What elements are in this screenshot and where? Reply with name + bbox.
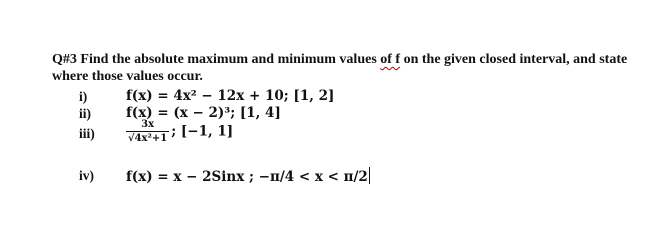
function-expression xyxy=(126,88,334,104)
item-number: i) xyxy=(79,89,88,104)
interval: ; −π/4 < x < π/2 xyxy=(244,169,368,185)
question-text-a: Find the absolute maximum and minimum values xyxy=(80,52,381,67)
interval: ; [1, 4] xyxy=(230,105,281,121)
interval: ; [1, 2] xyxy=(283,88,335,104)
interval: ; [−1, 1] xyxy=(171,123,234,140)
fraction-numerator: 3x xyxy=(141,119,155,130)
question-line-1 xyxy=(52,52,627,68)
function-formula: f(x) = (x − 2)³ xyxy=(126,105,231,121)
item-number: iv) xyxy=(79,168,94,183)
item-number: iii) xyxy=(79,126,95,141)
function-expression xyxy=(126,167,370,185)
question-line-2: where those values occur. xyxy=(52,69,203,84)
function-formula: f(x) = x − 2Sinx xyxy=(126,169,245,185)
function-expression xyxy=(126,119,233,145)
item-number: ii) xyxy=(79,106,91,121)
text-cursor[interactable] xyxy=(369,167,370,184)
spellcheck-marked-text: of f xyxy=(380,52,401,67)
function-formula: f(x) = 4x² − 12x + 10 xyxy=(126,88,284,104)
question-label: Q#3 xyxy=(52,52,77,67)
fraction-denominator: √4x²+1 xyxy=(128,133,168,144)
question-text-b: on the given closed interval, and state xyxy=(400,52,628,67)
fraction xyxy=(126,119,169,145)
